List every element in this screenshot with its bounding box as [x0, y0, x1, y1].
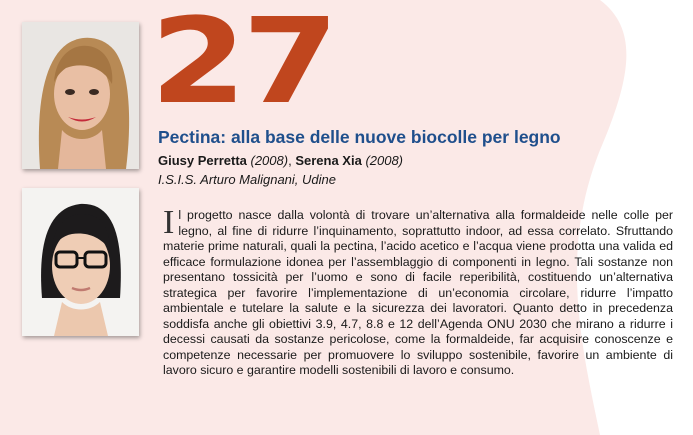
article-title: Pectina: alla base delle nuove biocolle per legno	[158, 127, 561, 147]
author-separator: ,	[288, 153, 296, 168]
author-photo-giusy	[22, 22, 139, 169]
school-affiliation: I.S.I.S. Arturo Malignani, Udine	[158, 172, 336, 187]
article-body	[163, 204, 673, 379]
author-year: (2008)	[250, 153, 289, 168]
portrait-image	[22, 22, 139, 169]
authors-line	[158, 153, 403, 168]
portrait-image	[22, 188, 139, 336]
article-number: 27	[150, 0, 335, 130]
author-year: (2008)	[365, 153, 404, 168]
author-photo-serena	[22, 188, 139, 336]
author-name: Serena Xia	[295, 153, 362, 168]
author-name: Giusy Perretta	[158, 153, 247, 168]
drop-cap: I	[163, 204, 175, 241]
body-text: l progetto nasce dalla volontà di trovare un’alternativa alla formaldeide nelle colle per legno, al fine di ridurre l’inquinamento, soprattutto indoor, ad essa correlato. Sfruttando materie prime naturali, quali la pectina, l’acido acetico e l’acqua viene prodotta una valida ed efficace formulazione idonea per l’assemblaggio di componenti in legno. Tali sostanze non presentano tossicità per l’uomo e sono di facile reperibilità, costituendo un’alternativa strategica per favorire l’implementazione di un’economia circolare, ridurre l’impatto ambientale e tutelare la salute e la sicurezza dei lavoratori. Quanto detto in precedenza soddisfa anche gli obiettivi 3.9, 4.7, 8.8 e 12 dell’Agenda ONU 2030 che mirano a ridurre i decessi causati da sostanze pericolose, come la formaldeide, far acquisire conoscenze e competenze necessarie per promuovere lo sviluppo sostenibile, favorire un ambiente di lavoro sicuro e garantire modelli sostenibili di lavoro e consumo.	[163, 208, 673, 377]
